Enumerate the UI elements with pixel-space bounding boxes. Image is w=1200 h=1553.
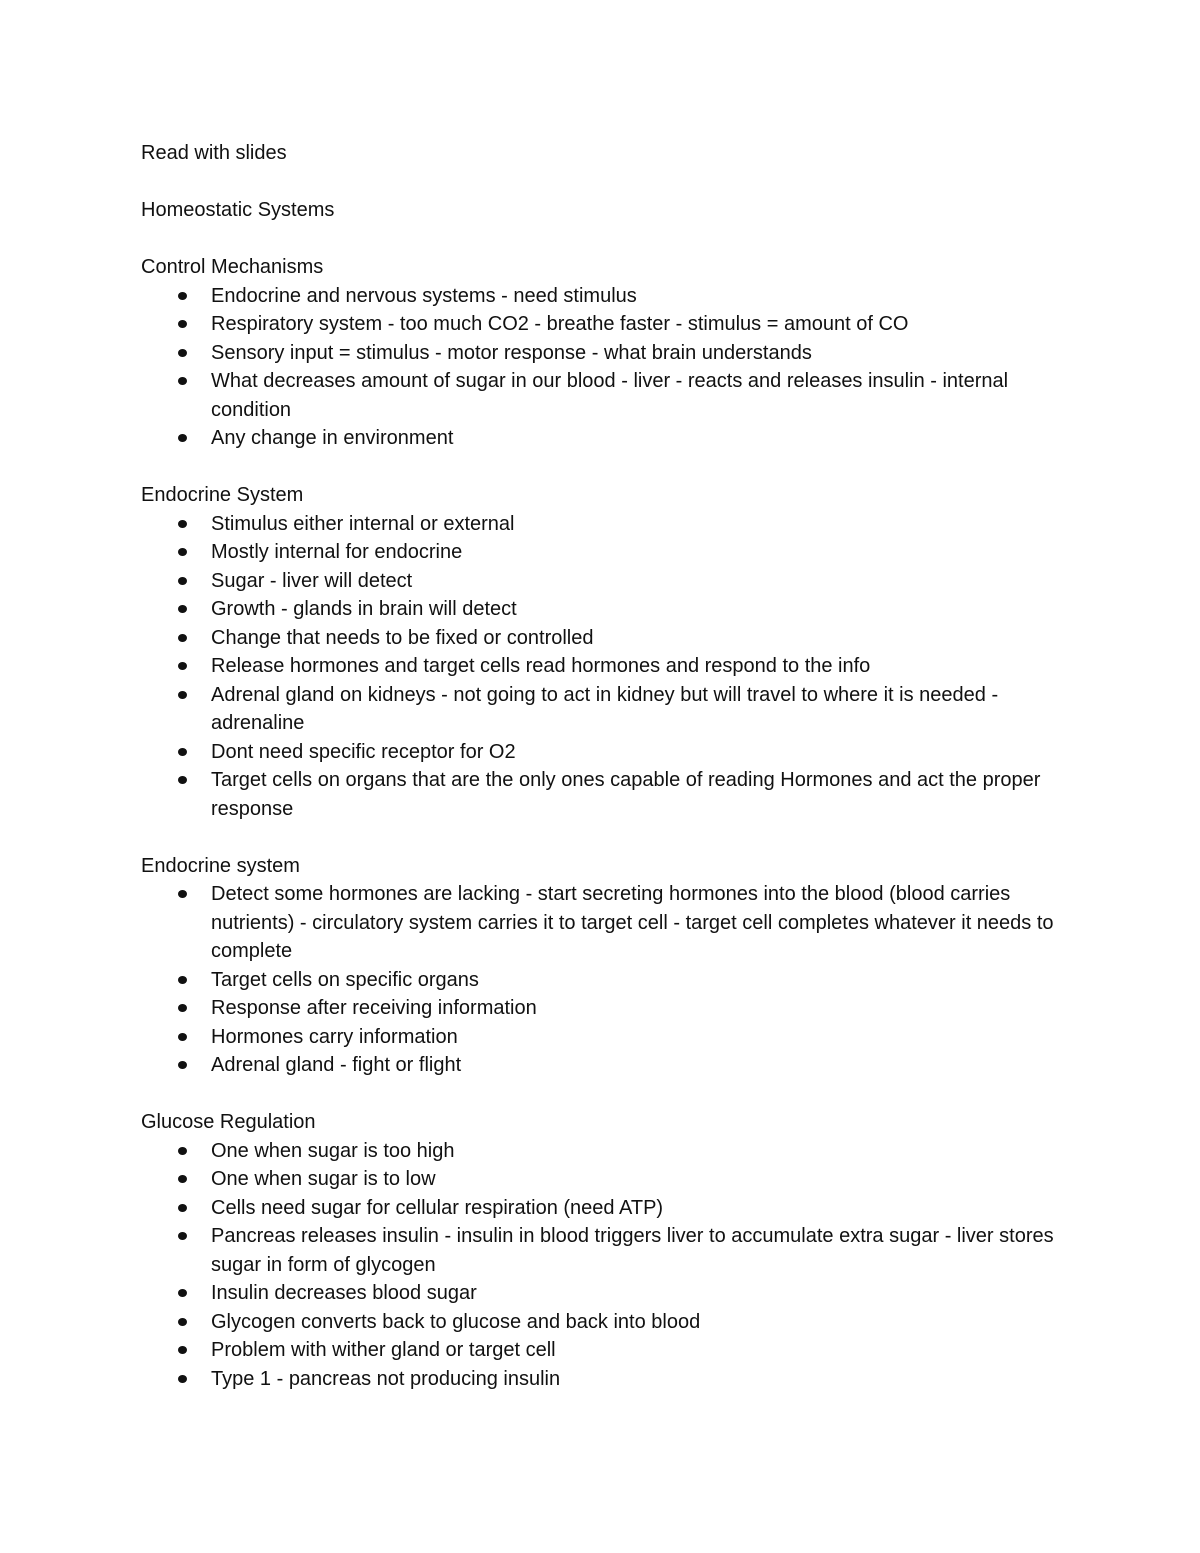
- bullet-icon: [178, 1375, 187, 1383]
- bullet-icon: [178, 605, 187, 613]
- bullet-icon: [178, 577, 187, 585]
- list-item: [211, 624, 1071, 653]
- list-item-text: Hormones carry information: [211, 1025, 458, 1048]
- document-page: [141, 139, 1071, 1393]
- list-item-text: Response after receiving information: [211, 997, 537, 1019]
- list-item: [211, 1137, 1071, 1166]
- list-item: [211, 282, 1071, 311]
- list-item: [211, 652, 1071, 681]
- bullet-icon: [178, 377, 187, 385]
- list-item-text: Glycogen converts back to glucose and back into blood: [211, 1310, 701, 1333]
- spacer: [141, 453, 1071, 482]
- list-item: [211, 1165, 1071, 1194]
- bullet-icon: [178, 548, 187, 556]
- list-item: [211, 1194, 1071, 1223]
- document-title: Homeostatic Systems: [141, 199, 335, 221]
- list-item-text: Any change in environment: [211, 427, 454, 449]
- list-item: [211, 1279, 1071, 1308]
- list-item: [211, 1308, 1071, 1337]
- list-item: [211, 1336, 1071, 1365]
- list-item-text: Growth - glands in brain will detect: [211, 598, 517, 620]
- section-heading: Endocrine System: [141, 484, 304, 506]
- list-item-text: Problem with wither gland or target cell: [211, 1339, 556, 1361]
- bullet-icon: [178, 349, 187, 357]
- bullet-icon: [178, 1318, 187, 1326]
- list-item: [211, 766, 1071, 823]
- bullet-icon: [178, 1033, 187, 1041]
- bullet-icon: [178, 748, 187, 756]
- section-heading: Glucose Regulation: [141, 1111, 316, 1133]
- list-item-text: Adrenal gland - fight or flight: [211, 1054, 462, 1076]
- list-item-text: Insulin decreases blood sugar: [211, 1282, 477, 1304]
- bullet-icon: [178, 890, 187, 898]
- bullet-icon: [178, 634, 187, 642]
- bullet-icon: [178, 776, 187, 784]
- list-item-text: One when sugar is too high: [211, 1139, 455, 1162]
- list-item: [211, 681, 1071, 738]
- bullet-icon: [178, 1061, 187, 1069]
- list-item: [211, 367, 1071, 424]
- bullet-icon: [178, 292, 187, 300]
- list-item-text: Target cells on organs that are the only ones capable of reading Hormones and act the proper response: [211, 769, 1041, 820]
- bullet-icon: [178, 1004, 187, 1012]
- list-item-text: Adrenal gland on kidneys - not going to act in kidney but will travel to where it is needed - adrenaline: [211, 683, 999, 734]
- list-item-text: Sugar - liver will detect: [211, 569, 413, 592]
- bullet-icon: [178, 976, 187, 984]
- spacer: [141, 823, 1071, 852]
- list-item: [211, 510, 1071, 539]
- list-item-text: Change that needs to be fixed or controlled: [211, 626, 594, 649]
- bullet-icon: [178, 1232, 187, 1240]
- list-item: [211, 538, 1071, 567]
- bullet-list: [141, 510, 1071, 824]
- list-item: [211, 1023, 1071, 1052]
- list-item: [211, 567, 1071, 596]
- spacer: [141, 168, 1071, 197]
- list-item: [211, 310, 1071, 339]
- section-heading: Endocrine system: [141, 854, 300, 877]
- list-item-text: Target cells on specific organs: [211, 968, 479, 991]
- section-heading: Control Mechanisms: [141, 256, 324, 278]
- bullet-list: [141, 880, 1071, 1080]
- list-item-text: Endocrine and nervous systems - need stimulus: [211, 284, 637, 307]
- bullet-icon: [178, 691, 187, 699]
- spacer: [141, 225, 1071, 254]
- list-item-text: What decreases amount of sugar in our blood - liver - reacts and releases insulin - internal condition: [211, 370, 1009, 421]
- sections-container: [141, 253, 1071, 1393]
- list-item: [211, 424, 1071, 453]
- list-item: [211, 1051, 1071, 1080]
- bullet-icon: [178, 1289, 187, 1297]
- list-item: [211, 880, 1071, 966]
- bullet-list: [141, 1137, 1071, 1394]
- bullet-list: [141, 282, 1071, 453]
- list-item: [211, 339, 1071, 368]
- list-item: [211, 1365, 1071, 1394]
- list-item-text: Type 1 - pancreas not producing insulin: [211, 1367, 561, 1390]
- list-item: [211, 738, 1071, 767]
- list-item: [211, 966, 1071, 995]
- list-item-text: Mostly internal for endocrine: [211, 541, 463, 563]
- list-item-text: Respiratory system - too much CO2 - breathe faster - stimulus = amount of CO: [211, 313, 909, 335]
- list-item-text: Pancreas releases insulin - insulin in blood triggers liver to accumulate extra sugar - liver stores sugar in form of glycogen: [211, 1225, 1054, 1276]
- bullet-icon: [178, 320, 187, 328]
- list-item-text: Cells need sugar for cellular respiration (need ATP): [211, 1196, 664, 1219]
- bullet-icon: [178, 1175, 187, 1183]
- bullet-icon: [178, 1346, 187, 1354]
- list-item-text: One when sugar is to low: [211, 1168, 436, 1190]
- list-item-text: Sensory input = stimulus - motor response - what brain understands: [211, 341, 812, 364]
- list-item-text: Release hormones and target cells read hormones and respond to the info: [211, 655, 871, 677]
- list-item-text: Dont need specific receptor for O2: [211, 740, 516, 763]
- list-item-text: Detect some hormones are lacking - start secreting hormones into the blood (blood carries nutrients) - circulatory system carries it to target cell - target cell completes whatever it needs to complete: [211, 883, 1054, 962]
- bullet-icon: [178, 662, 187, 670]
- bullet-icon: [178, 1147, 187, 1155]
- bullet-icon: [178, 1204, 187, 1212]
- list-item: [211, 595, 1071, 624]
- intro-text: Read with slides: [141, 142, 287, 164]
- spacer: [141, 1080, 1071, 1109]
- bullet-icon: [178, 434, 187, 442]
- list-item-text: Stimulus either internal or external: [211, 512, 515, 535]
- list-item: [211, 1222, 1071, 1279]
- list-item: [211, 994, 1071, 1023]
- bullet-icon: [178, 520, 187, 528]
